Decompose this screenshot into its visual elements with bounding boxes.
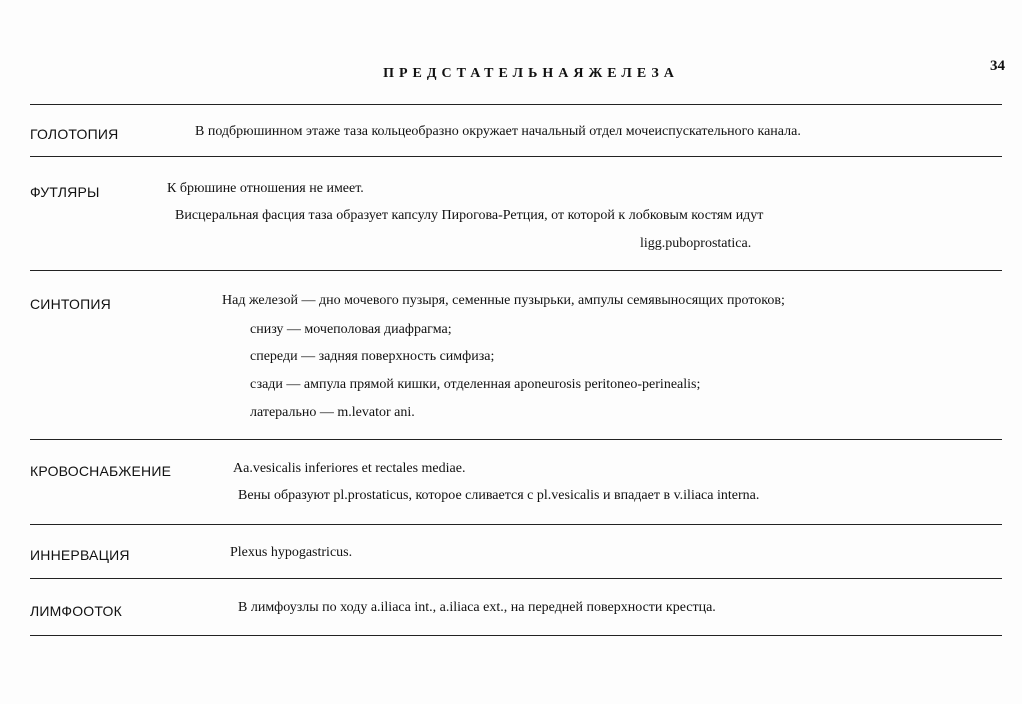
section-text: снизу — мочеполовая диафрагма;	[250, 322, 452, 337]
page-number: 34	[990, 58, 1005, 74]
divider-bottom	[30, 635, 1002, 636]
section-label: СИНТОПИЯ	[30, 296, 111, 312]
section-label: ЛИМФООТОК	[30, 603, 122, 619]
section-text: Aa.vesicalis inferiores et rectales mediae.	[233, 461, 466, 476]
section-label: ГОЛОТОПИЯ	[30, 126, 119, 142]
divider	[30, 439, 1002, 440]
section-text: Над железой — дно мочевого пузыря, семенные пузырьки, ампулы семявыносящих протоков;	[222, 293, 785, 308]
section-text: К брюшине отношения не имеет.	[167, 181, 364, 196]
divider	[30, 156, 1002, 157]
section-label: КРОВОСНАБЖЕНИЕ	[30, 463, 172, 479]
section-text: спереди — задняя поверхность симфиза;	[250, 349, 495, 364]
section-label: ФУТЛЯРЫ	[30, 184, 100, 200]
section-text: сзади — ампула прямой кишки, отделенная aponeurosis peritoneo-perinealis;	[250, 377, 701, 392]
section-text: ligg.puboprostatica.	[640, 236, 752, 251]
divider	[30, 524, 1002, 525]
section-text: Вены образуют pl.prostaticus, которое сливается с pl.vesicalis и впадает в v.iliaca interna.	[238, 488, 760, 503]
section-text: Висцеральная фасция таза образует капсулу Пирогова-Ретция, от которой к лобковым костям идут	[175, 208, 764, 223]
section-label: ИННЕРВАЦИЯ	[30, 547, 130, 563]
divider	[30, 270, 1002, 271]
section-text: Plexus hypogastricus.	[230, 545, 353, 560]
section-text: латерально — m.levator ani.	[250, 405, 415, 420]
divider	[30, 578, 1002, 579]
divider-top	[30, 104, 1002, 105]
page-title: ПРЕДСТАТЕЛЬНАЯЖЕЛЕЗА	[383, 66, 679, 81]
section-text: В подбрюшинном этаже таза кольцеобразно окружает начальный отдел мочеиспускательного канала.	[195, 124, 801, 139]
section-text: В лимфоузлы по ходу a.iliaca int., a.iliaca ext., на передней поверхности крестца.	[238, 600, 716, 615]
